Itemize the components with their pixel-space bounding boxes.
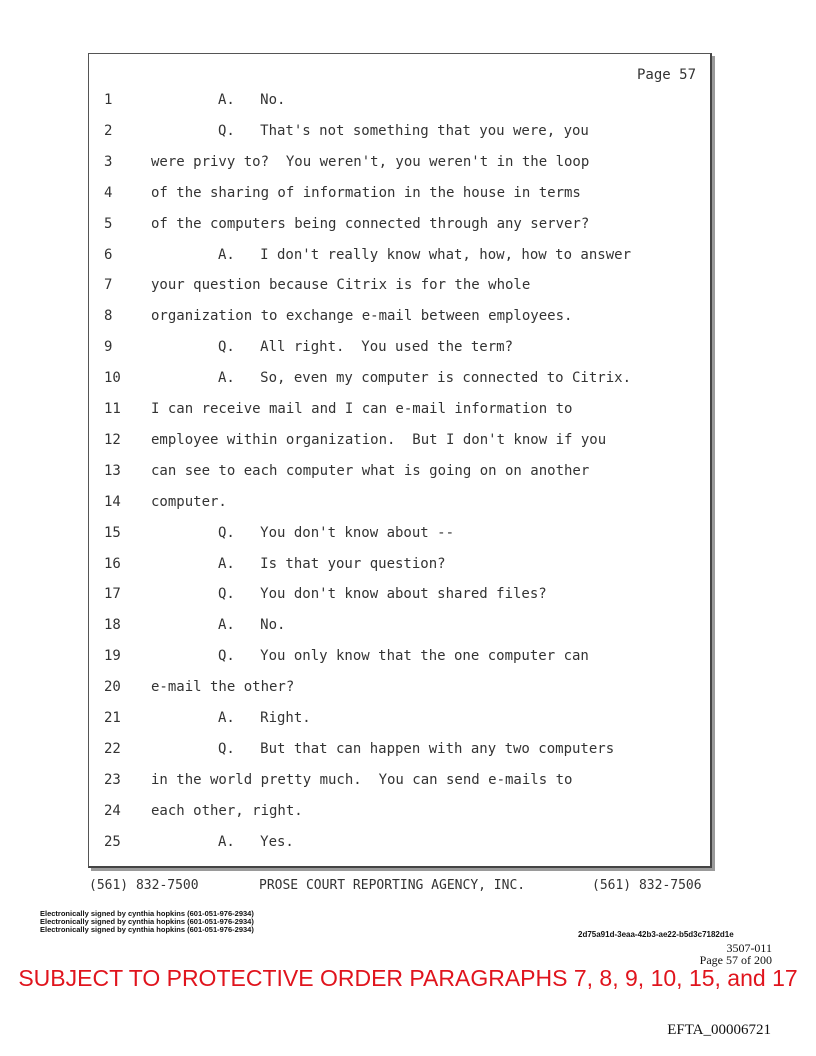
transcript-line-text: computer. — [151, 493, 227, 510]
line-number: 4 — [104, 184, 113, 201]
bates-number: EFTA_00006721 — [667, 1022, 771, 1038]
line-number: 8 — [104, 308, 113, 325]
transcript-line-text: A. Yes. — [218, 833, 294, 850]
transcript-line-text: Q. But that can happen with any two computers — [218, 740, 615, 757]
line-number: 12 — [104, 431, 121, 448]
line-number: 6 — [104, 246, 113, 263]
transcript-line-text: were privy to? You weren't, you weren't in the loop — [151, 153, 590, 170]
transcript-line-text: your question because Citrix is for the whole — [151, 277, 531, 294]
line-number: 9 — [104, 339, 113, 356]
signature-line: Electronically signed by cynthia hopkins (601-051-976-2934) — [40, 917, 254, 926]
agency-name: PROSE COURT REPORTING AGENCY, INC. — [259, 878, 526, 893]
transcript-line-text: A. So, even my computer is connected to Citrix. — [218, 370, 632, 387]
line-number: 22 — [104, 740, 121, 757]
transcript-line-text: each other, right. — [151, 802, 303, 819]
document-hash: 2d75a91d-3eaa-42b3-ae22-b5d3c7182d1e — [578, 930, 734, 939]
transcript-line-text: e-mail the other? — [151, 679, 295, 696]
line-number: 7 — [104, 277, 113, 294]
line-number: 16 — [104, 555, 121, 572]
transcript-line-text: in the world pretty much. You can send e-mails to — [151, 771, 573, 788]
transcript-line-text: Q. That's not something that you were, you — [218, 122, 589, 139]
transcript-line-text: employee within organization. But I don't know if you — [151, 431, 607, 448]
transcript-line-text: A. I don't really know what, how, how to answer — [218, 246, 632, 263]
page-of-count: Page 57 of 200 — [699, 953, 772, 967]
transcript-line-text: A. No. — [218, 617, 286, 634]
line-number: 18 — [104, 617, 121, 634]
line-number: 20 — [104, 679, 121, 696]
line-number: 25 — [104, 833, 121, 850]
transcript-line-text: Q. All right. You used the term? — [218, 339, 514, 356]
line-number: 24 — [104, 802, 121, 819]
line-number: 11 — [104, 401, 121, 417]
transcript-line-text: organization to exchange e-mail between employees. — [151, 308, 573, 325]
line-number: 13 — [104, 462, 121, 479]
line-number: 15 — [104, 524, 121, 541]
signature-line: Electronically signed by cynthia hopkins (601-051-976-2934) — [40, 925, 254, 934]
signature-line: Electronically signed by cynthia hopkins (601-051-976-2934) — [40, 909, 254, 918]
line-number: 2 — [104, 122, 113, 139]
transcript-line-text: Q. You don't know about -- — [218, 524, 455, 541]
transcript-line-text: A. No. — [218, 92, 286, 108]
line-number: 23 — [104, 771, 121, 788]
line-number: 21 — [104, 710, 121, 726]
page-label: Page 57 — [637, 67, 697, 83]
line-number: 5 — [104, 215, 113, 232]
protective-order-notice: SUBJECT TO PROTECTIVE ORDER PARAGRAPHS 7, 8, 9, 10, 15, and 17 — [18, 965, 798, 991]
transcript-line-text: A. Right. — [218, 710, 311, 726]
line-number: 10 — [104, 370, 121, 387]
phone-right: (561) 832-7506 — [592, 878, 702, 893]
transcript-line-text: can see to each computer what is going on on another — [151, 462, 590, 479]
line-number: 1 — [104, 92, 113, 108]
doc-reference: 3507-011 — [726, 941, 772, 955]
line-number: 3 — [104, 153, 113, 170]
transcript-line-text: A. Is that your question? — [218, 555, 446, 572]
transcript-line-text: of the sharing of information in the house in terms — [151, 184, 581, 201]
transcript-line-text: Q. You don't know about shared files? — [218, 586, 547, 603]
phone-left: (561) 832-7500 — [89, 878, 199, 893]
transcript-line-text: Q. You only know that the one computer can — [218, 648, 589, 665]
line-number: 17 — [104, 586, 121, 603]
line-number: 14 — [104, 493, 121, 510]
line-number: 19 — [104, 648, 121, 665]
transcript-line-text: I can receive mail and I can e-mail information to — [151, 401, 573, 417]
transcript-line-text: of the computers being connected through any server? — [151, 215, 590, 232]
